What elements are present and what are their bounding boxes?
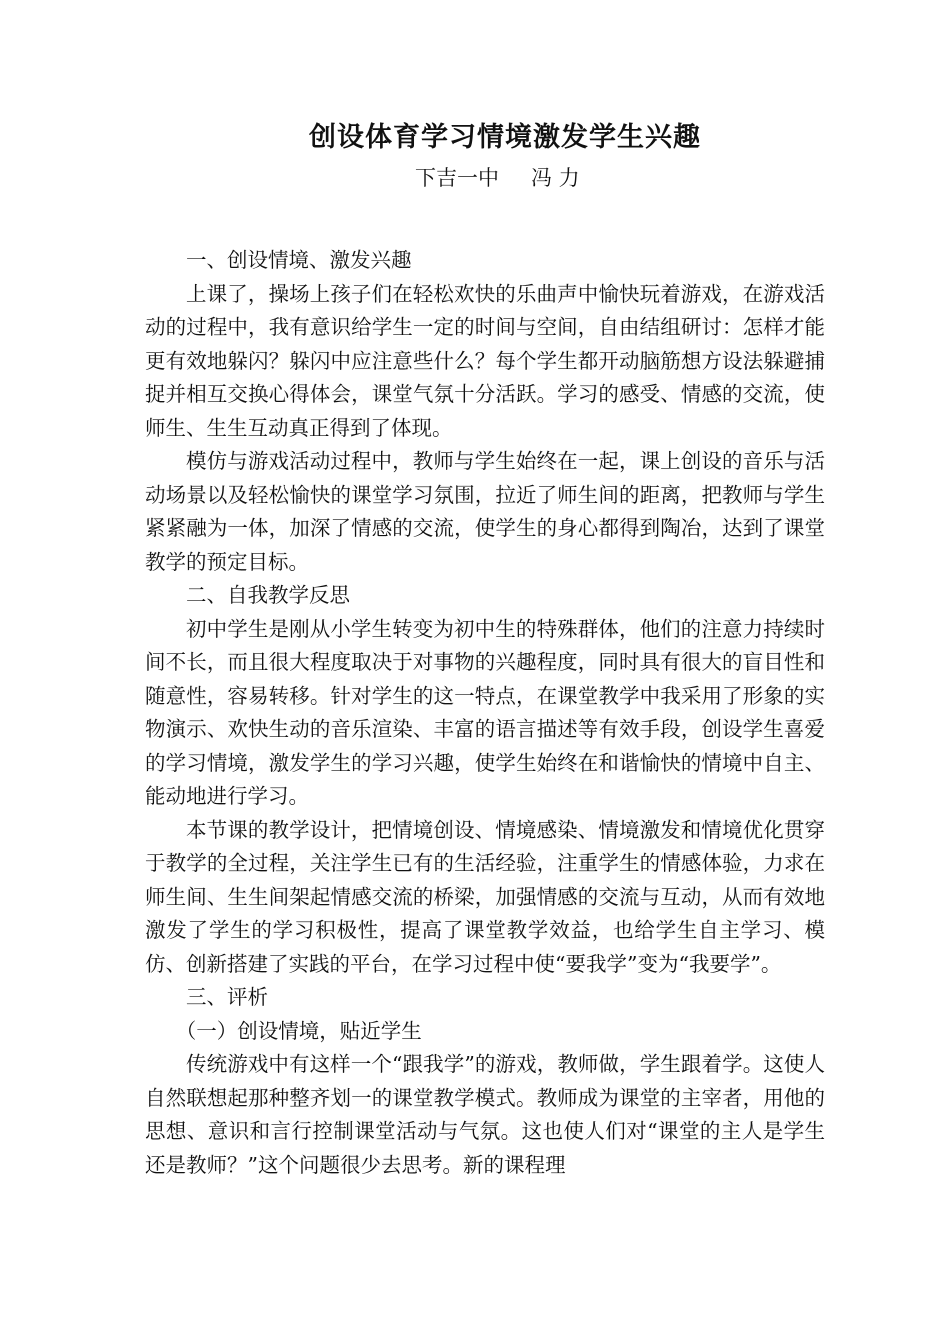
- document-title: 创设体育学习情境激发学生兴趣: [309, 122, 701, 153]
- subsection-heading-1: （一）创设情境，贴近学生: [175, 1018, 422, 1043]
- paragraph-1: 上课了，操场上孩子们在轻松欢快的乐曲声中愉快玩着游戏，在游戏活动的过程中，我有意识给学生一定的时间与空间，自由结组研讨：怎样才能更有效地躲闪？躲闪中应注意些什么？每个学生都开动脑筋想方设法躲避捕捉并相互交换心得体会，课堂气氛十分活跃。学习的感受、情感的交流，使师生、生生互动真正得到了体现。: [145, 281, 825, 440]
- paragraph-2: 模仿与游戏活动过程中，教师与学生始终在一起，课上创设的音乐与活动场景以及轻松愉快的课堂学习氛围，拉近了师生间的距离，把教师与学生紧紧融为一体，加深了情感的交流，使学生的身心都得到陶冶，达到了课堂教学的预定目标。: [145, 449, 825, 574]
- section-heading-1: 一、创设情境、激发兴趣: [186, 248, 412, 272]
- author-school: 下吉一中: [415, 166, 499, 190]
- section-heading-3: 三、评析: [186, 985, 268, 1009]
- paragraph-4: 本节课的教学设计，把情境创设、情境感染、情境激发和情境优化贯穿于教学的全过程，关注学生已有的生活经验，注重学生的情感体验，力求在师生间、生生间架起情感交流的桥梁，加强情感的交流与互动，从而有效地激发了学生的学习积极性，提高了课堂教学效益，也给学生自主学习、模仿、创新搭建了实践的平台，在学习过程中使“要我学”变为“我要学”。: [145, 817, 825, 976]
- paragraph-3: 初中学生是刚从小学生转变为初中生的特殊群体，他们的注意力持续时间不长，而且很大程度取决于对事物的兴趣程度，同时具有很大的盲目性和随意性，容易转移。针对学生的这一特点，在课堂教学中我采用了形象的实物演示、欢快生动的音乐渲染、丰富的语言描述等有效手段，创设学生喜爱的学习情境，激发学生的学习兴趣，使学生始终在和谐愉快的情境中自主、能动地进行学习。: [145, 616, 825, 808]
- paragraph-5: 传统游戏中有这样一个“跟我学”的游戏，教师做，学生跟着学。这使人自然联想起那种整齐划一的课堂教学模式。教师成为课堂的主宰者，用他的思想、意识和言行控制课堂活动与气氛。这也使人们对“课堂的主人是学生还是教师？”这个问题很少去思考。新的课程理: [145, 1052, 825, 1177]
- author-line: [415, 162, 580, 194]
- author-name: 冯 力: [531, 166, 580, 190]
- document-body: [145, 244, 825, 1182]
- section-heading-2: 二、自我教学反思: [186, 583, 350, 607]
